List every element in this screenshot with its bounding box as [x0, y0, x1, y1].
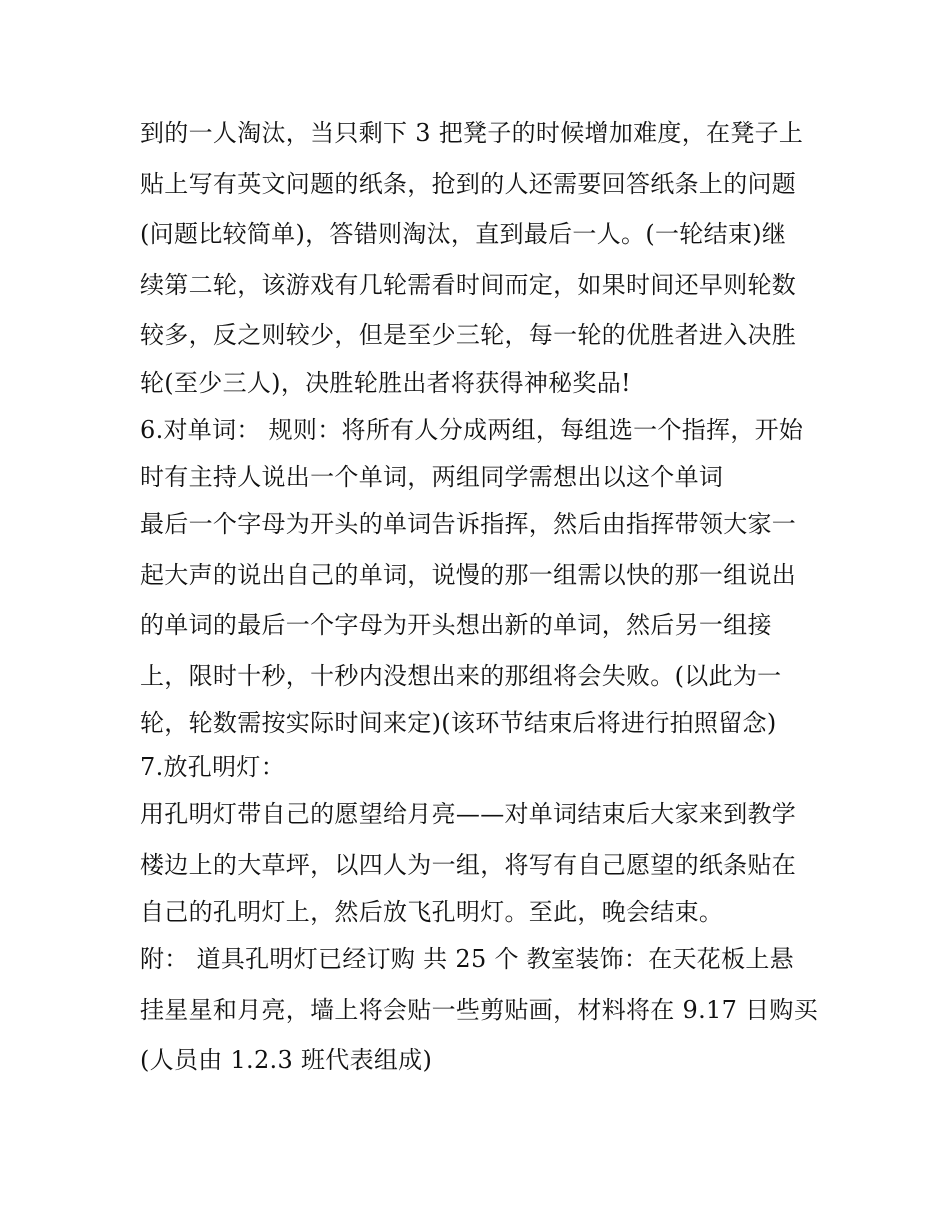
text-line: 楼边上的大草坪，以四人为一组，将写有自己愿望的纸条贴在 — [140, 850, 797, 879]
text-line: 上，限时十秒，十秒内没想出来的那组将会失败。(以此为一 — [140, 661, 782, 690]
section-heading-7: 7.放孔明灯： — [140, 753, 285, 781]
text-line: 最后一个字母为开头的单词告诉指挥，然后由指挥带领大家一 — [140, 510, 797, 538]
text-line: 轮(至少三人)，决胜轮胜出者将获得神秘奖品! — [140, 368, 631, 397]
appendix-line: 附： 道具孔明灯已经订购 共 25 个 教室装饰：在天花板上悬 — [140, 945, 794, 973]
text-line: 自己的孔明灯上，然后放飞孔明灯。至此，晚会结束。 — [140, 898, 724, 926]
text-line: 轮，轮数需按实际时间来定)(该环节结束后将进行拍照留念) — [140, 709, 777, 737]
text-line: 用孔明灯带自己的愿望给月亮——对单词结束后大家来到教学 — [140, 800, 797, 828]
text-line: 挂星星和月亮，墙上将会贴一些剪贴画，材料将在 9.17 日购买 — [140, 995, 818, 1024]
text-line: (人员由 1.2.3 班代表组成) — [140, 1046, 433, 1074]
text-line: 续第二轮，该游戏有几轮需看时间而定，如果时间还早则轮数 — [140, 270, 797, 299]
text-line: 较多，反之则较少，但是至少三轮，每一轮的优胜者进入决胜 — [140, 321, 797, 349]
section-heading-6: 6.对单词： 规则：将所有人分成两组，每组选一个指挥，开始 — [140, 415, 804, 444]
text-line: 时有主持人说出一个单词，两组同学需想出以这个单词 — [140, 463, 724, 491]
text-line: (问题比较简单)，答错则淘汰，直到最后一人。(一轮结束)继 — [140, 220, 787, 248]
text-line: 起大声的说出自己的单词，说慢的那一组需以快的那一组说出 — [140, 560, 797, 589]
text-line: 到的一人淘汰，当只剩下 3 把凳子的时候增加难度，在凳子上 — [140, 119, 804, 147]
text-line: 的单词的最后一个字母为开头想出新的单词，然后另一组接 — [140, 611, 772, 639]
document-page — [140, 108, 830, 1086]
text-line: 贴上写有英文问题的纸条，抢到的人还需要回答纸条上的问题 — [140, 169, 797, 198]
